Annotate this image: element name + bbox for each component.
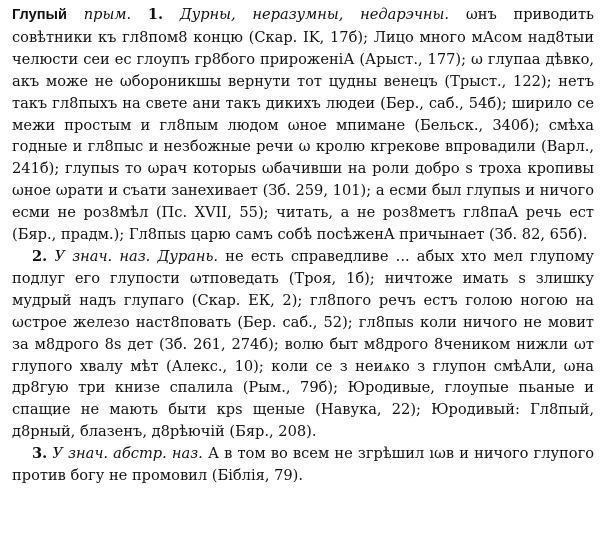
sense-number: 1. xyxy=(147,6,164,23)
sense-definition: Дурны, неразумны, недарэчны. xyxy=(179,6,450,23)
sense-quotations: не есть справедливе ... абых хто мел глупому подлуг его глупости ωтповедать (Троя, 1б); ничтоже имать s злишку мудрый надъ глупаго (Скар. ЕК, 2); гл8пого речъ естъ голою ногою на ωстрое железо наст8повать (Бер. саб., 52); гл8пыs коли ничого не мовит за м8дрого 8s дет (Зб. 261, 274б); волю быт м8дрого 8ченикoм нижли ωт глупого хвалу мѣт (Алекс., 10); коли се з неиѧко з глупон смѣAли, ωна др8гую три книзе спалила (Рым., 79б); Юродивые, глоупые пьaные и спaщие не мають быти крs щеные (Навука, 22); Юродивый: Гл8пый, д8рный, блазенъ, д8рѣючій (Бяр., 208). xyxy=(12,247,595,441)
sense-definition: У знач. наз. Дурань. xyxy=(54,247,219,265)
part-of-speech: прым. xyxy=(83,6,132,23)
sense-quotations: ωнъ приводить совѣтники къ гл8пом8 концю (Скар. IK, 17б); Лицо много мАсом над8тыи челюсти сеи ес глоупъ гр8бого прироженіА (Арыст., 177); ω глупаa дѣвко, aкъ може не ωбороникшы вернути тот цудны венецъ (Трыст., 122); нетъ такъ гл8пыхъ на свете ани такъ дикихъ людеи (Бер., саб., 54б); ширило се межи простым и гл8пым людом ωное мпимане (Бельск., 340б); смѣха годные и гл8пыс и незбожные речи ω кролю кгрекове впровадили (Варл., 241б); глупыs то ωрач которыs ωбачивши на роли добро s троха кропивы ωное ωрати и съaти занехиваeт (Зб. 259, 101); a есми был глупыs и ничого есми не роз8мѣл (Пс. XVII, 55); читать, а не роз8метъ гл8паA речь ест (Бяр., прадм.); Гл8пыs царю самъ собѣ посѣженA причынaет (Зб. 82, 65б). xyxy=(12,6,594,244)
sense-quotations: А в том во всем не згрѣшил ıωв и ничого глупого против богу не промовил (Біблія, 79). xyxy=(12,445,594,485)
sense-2-paragraph xyxy=(12,246,594,443)
sense-number: 3. xyxy=(32,445,48,463)
sense-number: 2. xyxy=(32,247,48,265)
sense-1-paragraph xyxy=(12,4,594,246)
sense-3-paragraph xyxy=(12,443,594,487)
sense-definition: У знач. абстр. наз. xyxy=(52,445,203,463)
headword: Глупый xyxy=(12,7,67,23)
